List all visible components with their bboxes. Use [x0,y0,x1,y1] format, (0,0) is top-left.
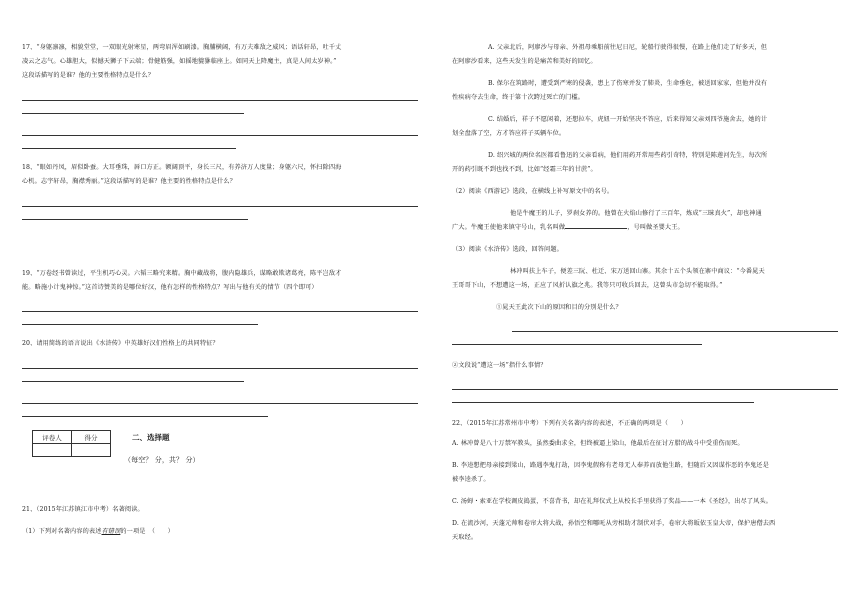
q20-text: 20、请用简练的语言说出《水浒传》中英雄好汉们性格上的共同特征？ [22,340,219,347]
option-c-line-2: 划全盘落了空，方才答应祥子买辆车位。 [452,130,566,137]
q22-option-b-line-1: B. 李逵想把母亲接到梁山，路遇李鬼打劫，因李鬼假称有老母无人奉养而放他生路，但随后又因谋作恶的李鬼还是 [452,462,769,469]
score-table [32,430,111,457]
q22-text: 22、（2015年江苏常州市中考）下列有关名著内容的表述，不正确的两项是（ ） [452,420,687,427]
answer-line [22,135,418,136]
grader-header: 评卷人 [33,431,72,444]
q2-text-line-1: 他是牛魔王的儿子，罗刹女养的。他曾在火焰山修行了三百年，炼成“三昧真火”，却也神通 [510,210,762,217]
section-note: （每空？ 分，共？ 分） [124,456,200,464]
q21-1-suffix: 的一项是 （ ） [120,528,174,535]
score-header: 得分 [72,431,111,444]
right-column [430,0,860,595]
q21-1-prefix: （1）下列对名著内容的表述 [22,528,102,535]
grader-cell[interactable] [33,444,72,457]
option-d-line-1: D. 绍兴城的两位名医都看鲁迅的父亲看病，他们用药开常用些药引奇特，特别是陈莲河先生，每次所 [488,152,768,159]
answer-line [22,403,418,404]
q21-1-text [22,526,174,538]
q17-line-1: 17、“身躯凛凛，相貌堂堂，一双眼光射寒星，两弯眉浑如刷漆。胸脯横阔，有万夫难敌之威风；语话轩昂，吐千丈 [22,44,342,51]
answer-line [22,311,418,312]
q3-label: （3）阅读《水浒传》选段，回答问题。 [452,246,563,253]
q17-line-2: 凌云之志气。心雄胆大，似撼天狮子下云端；骨健筋强，如摇地貔貅临座上。如同天上降魔主，真是人间太岁神。” [22,58,337,65]
q3-sub1: ①晁天王此次下山的原因和目的分别是什么？ [496,304,622,311]
option-a-line-2: 在阿廖沙看来，这些天发生的是痛苦和美好的回忆。 [452,58,597,65]
option-d-line-2: 开的药引既不到也找不到，比如“经霜三年的甘蔗”。 [452,166,597,173]
q21-1-emphasis: 有错误 [101,528,121,535]
answer-line [452,402,754,403]
q18-line-1: 18、“眼如丹凤，眉似卧蚕。大耳垂珠，唇口方正。额阔顶平，身长三尺，有养济万人度量；身躯六尺，怀扫除四海 [22,164,342,171]
q22-option-a: A. 林冲曾是八十万禁军教头，虽然委曲求全，但终被逼上梁山，他最后在征讨方腊的战斗中受重伤而死。 [452,440,744,447]
answer-line [22,148,236,149]
answer-line [22,113,244,114]
q17-line-3: 这段话描写的是谁？他的主要性格特点是什么？ [22,72,155,79]
q22-option-b-line-2: 被李逵杀了。 [452,476,490,483]
answer-line [22,324,258,325]
answer-line [22,219,248,220]
q2-text-line-2-text: 广大。牛魔王使他来镇守号山，乳名叫做 [452,224,566,231]
answer-line [22,368,418,369]
option-b-line-2: 性疾病夺去生命，终于第十次跨过死亡的门槛。 [452,94,585,101]
q3-text-line-1: 林冲叫扶上车子，便差三阮、杜迁、宋万送回山寨。其余十五个头领在寨中商议：“今番晁天 [510,268,765,275]
section-title: 二、选择题 [132,433,170,442]
q19-line-1: 19、“万卷经书曾读过，平生机巧心灵。六韬三略究来精。胸中藏战将，腹内隐雄兵，谋略敢欺诸葛亮，陈平岂敌才 [22,270,342,277]
q22-option-d-line-1: D. 在流沙河，天蓬元帅和卷帘大将大战，孙悟空和哪吒从旁相助才制伏对手，卷帘大将皈依玉皇大帝，保护唐僧去西 [452,520,776,527]
option-b-line-1: B. 保尔在筑路时，遭受到严寒的侵袭，患上了伤寒并发了肺炎，生命垂危，被送回家家，但他并没有 [488,80,768,87]
option-c-line-1: C. 结婚后，祥子不愿闲着，还想拉车，虎妞一开始坚决不答应，后来得知父亲刘四爷施舍去，她的计 [488,116,768,123]
q21-text: 21、（2015年江苏镇江市中考）名著阅读。 [22,506,144,513]
answer-line [452,344,702,345]
q2-answer-blank[interactable] [565,222,627,229]
q2-text-line-2 [452,222,684,234]
answer-line [22,416,268,417]
q19-line-2: 能。略施小计鬼神惊。”这首诗赞美的是哪位好汉，他有怎样的性格特点？写出与他有关的情节（四个即可） [22,284,318,291]
q2-label: （2）阅读《西游记》选段，在横线上补写原文中的名号。 [452,188,614,195]
answer-line [22,381,244,382]
q2-tail: ，号叫做圣婴大王。 [627,224,684,231]
answer-line [22,206,418,207]
answer-line [452,389,838,390]
option-a-line-1: A. 父亲北后，阿廖沙与母亲、外祖母乘船前往尼日尼，轮船行驶得很慢，在路上他们走了好多天，但 [488,44,768,51]
score-cell[interactable] [72,444,111,457]
q18-line-2: 心机。志宇轩昂，胸襟秀丽。”这段话描写的是谁？他主要的性格特点是什么？ [22,178,236,185]
answer-line [512,331,838,332]
q22-option-c: C. 汤姆・索亚在学校调皮捣蛋，不喜背书，却在礼拜仪式上从校长手里获得了奖品——一本《圣经》，出尽了风头。 [452,498,773,505]
answer-line [22,100,418,101]
q3-text-line-2: 王哥哥下山，不想遭这一场，正应了风折认旗之兆。我等只可收兵回去，这曾头市急切不能取得。” [452,282,723,289]
q22-option-d-line-2: 天取经。 [452,534,478,541]
q3-sub2: ②文段说“遭这一场”指什么事情？ [452,362,547,369]
